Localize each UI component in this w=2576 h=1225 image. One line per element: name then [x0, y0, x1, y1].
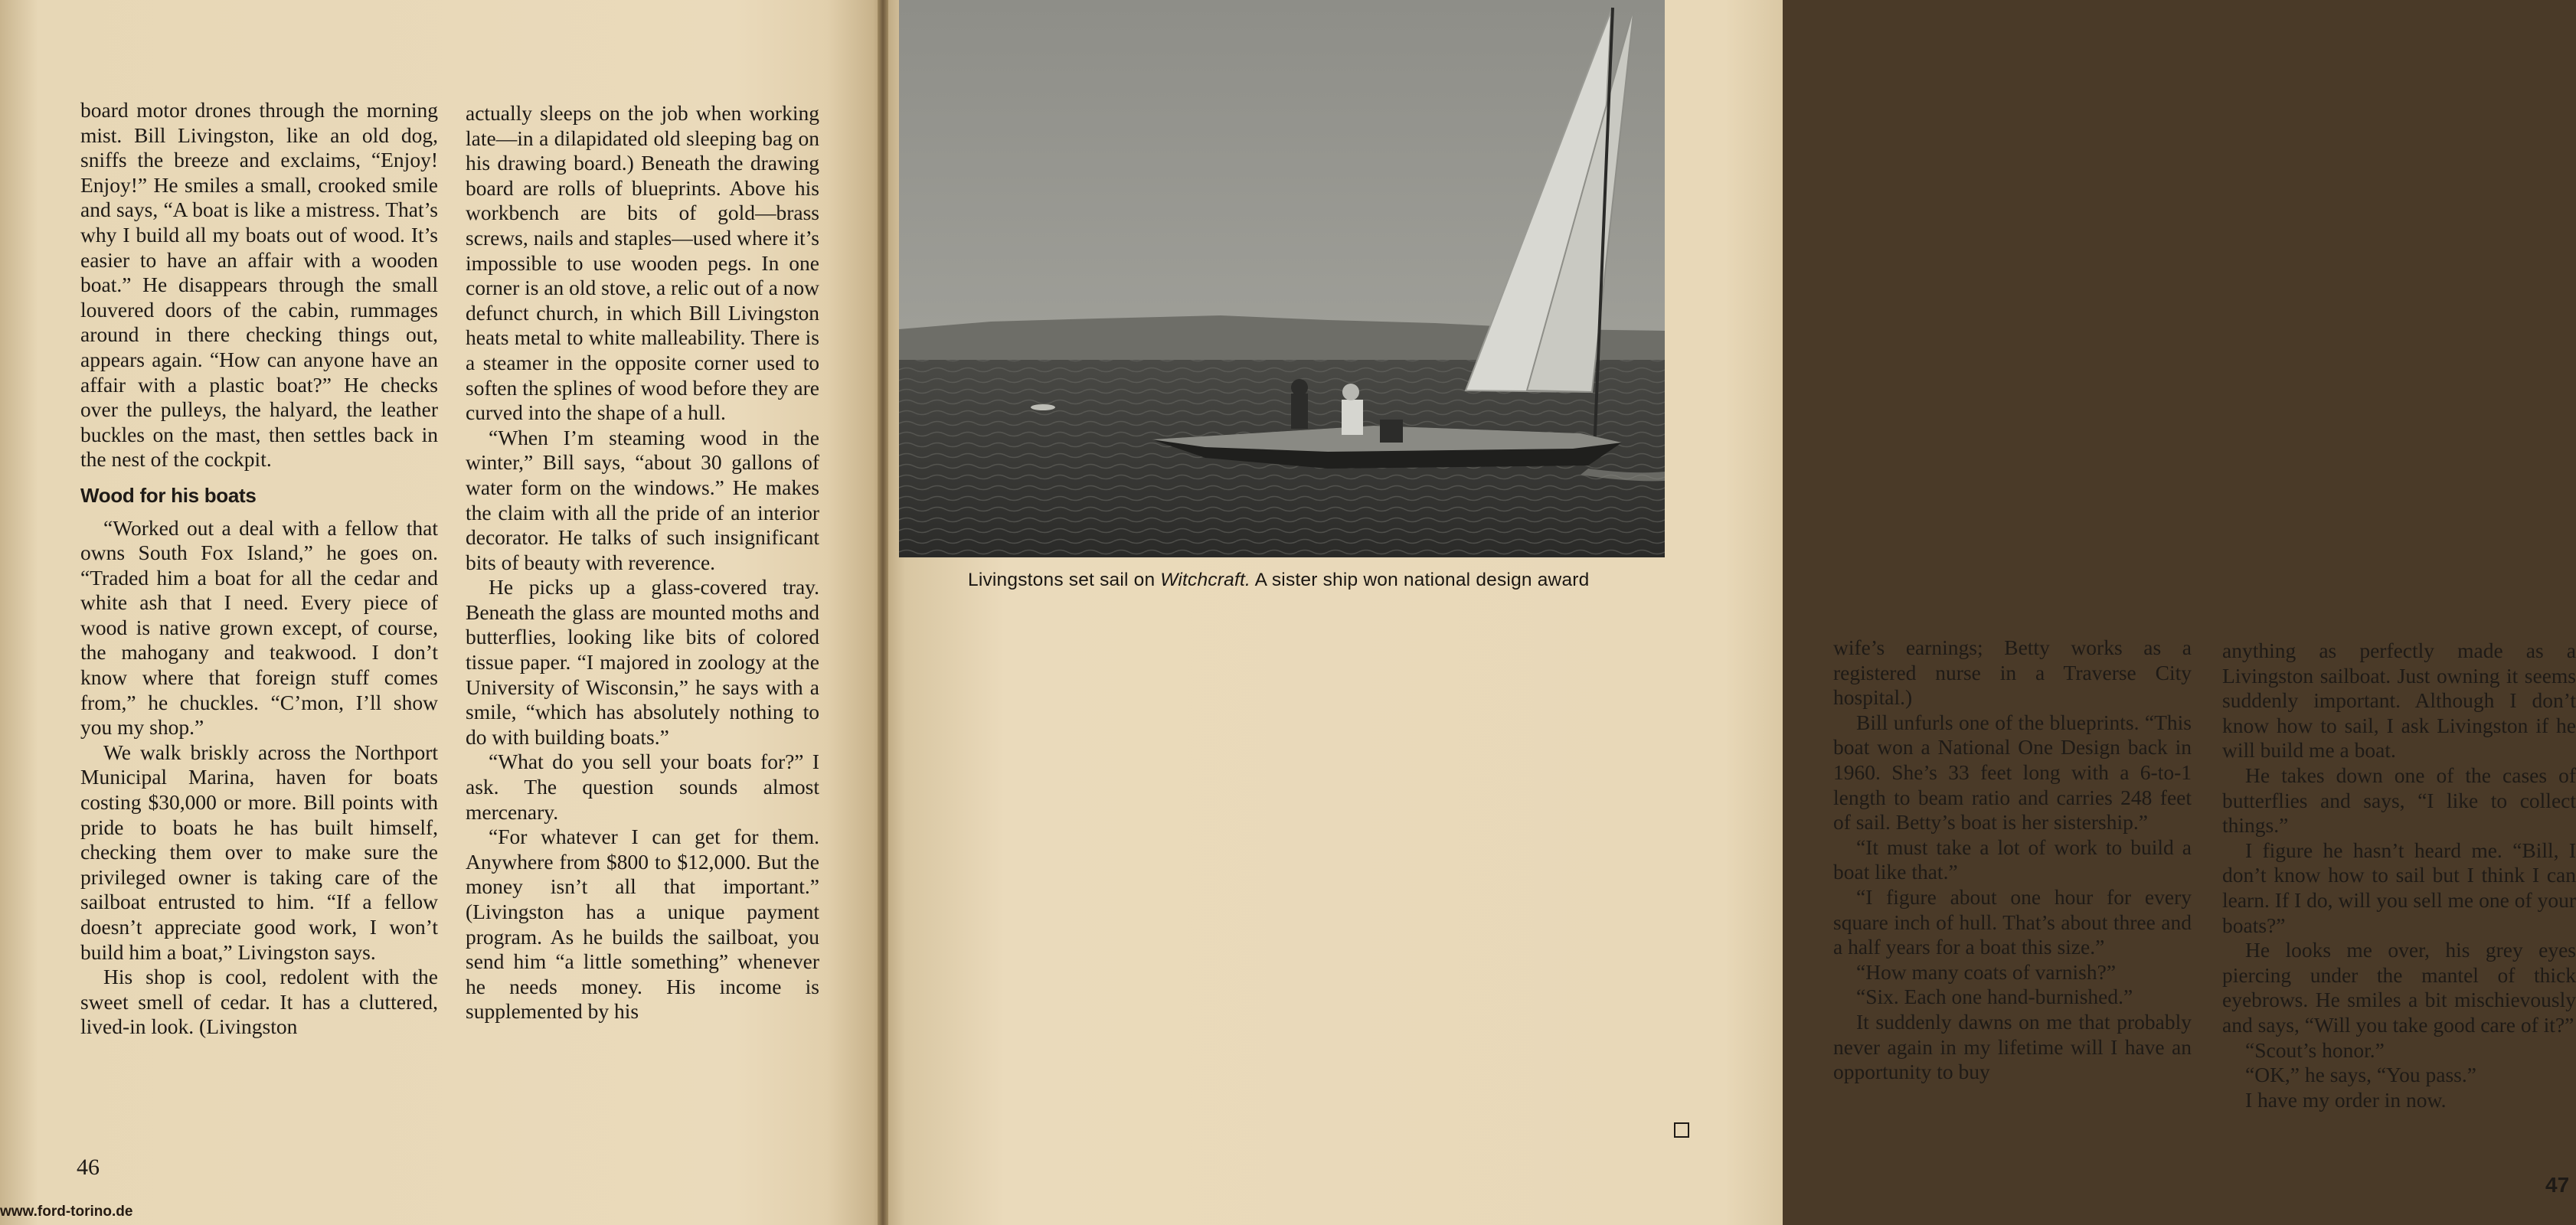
- section-heading: Wood for his boats: [80, 483, 257, 507]
- paragraph: “I figure about one hour for every square inch of hull. That’s about three and a half years for a boat this size.”: [1833, 884, 2192, 959]
- paragraph: board motor drones through the morning mist. Bill Livingston, like an old dog, sniffs the breeze and exclaims, “Enjoy! Enjoy!” He smiles a small, crooked smile and says, “A boat is like a mistress. That’s why I build all my boats out of wood. It’s easier to have an affair with a wooden boat.” He disappears through the small louvered doors of the cabin, rummages around in there checking things out, appears again. “How can anyone have an affair with a plastic boat?” He checks over the pulleys, the halyard, the leather buckles on the mast, then settles back in the nest of the cockpit.: [80, 98, 438, 472]
- paragraph: I have my order in now.: [2245, 1087, 2447, 1112]
- caption-text: Livingstons set sail on: [968, 570, 1161, 590]
- text-column-2: [466, 101, 819, 1024]
- paragraph: He takes down one of the cases of butterflies and says, “I like to collect things.”: [2222, 763, 2576, 838]
- text-column-4: [2222, 639, 2576, 1112]
- paragraph: actually sleeps on the job when working late—in a dilapidated old sleeping bag on his drawing board.) Beneath the drawing board are rolls of blueprints. Above his workbench are bits of gold—brass screws, nails and staples—used where it’s impossible to use wooden pegs. In one corner is an old stove, a relic out of a now defunct church, in which Bill Livingston heats metal to white malleability. There is a steamer in the opposite corner used to soften the splines of wood before they are curved into the shape of a hull.: [466, 101, 820, 425]
- paragraph: He picks up a glass-covered tray. Beneath the glass are mounted moths and butterflies, looking like bits of colored tissue paper. “I majored in zoology at the University of Wisconsin,” he says with a smile, “which has absolutely nothing to do with building boats.”: [466, 575, 819, 749]
- paragraph: “Scout’s honor.”: [2245, 1037, 2385, 1062]
- end-of-article-square-icon: [1674, 1122, 1689, 1138]
- sailboat-photo: [899, 0, 1665, 557]
- photo-caption: [968, 570, 1703, 591]
- caption-boat-name: Witchcraft.: [1160, 570, 1250, 590]
- paragraph: He looks me over, his grey eyes piercing under the mantel of thick eyebrows. He smiles a bit mischievously and says, “Will you take good care of it?”: [2222, 938, 2576, 1037]
- paragraph: It suddenly dawns on me that probably never again in my lifetime will I have an opportunity to buy: [1833, 1009, 2192, 1084]
- text-column-3: [1833, 635, 2192, 1085]
- page-number-left: 46: [77, 1155, 100, 1180]
- paragraph: Bill unfurls one of the blueprints. “This boat won a National One Design back in 1960. She’s 33 feet long with a 6-to-1 length to beam ratio and carries 248 feet of sail. Betty’s boat is her sistership.”: [1833, 710, 2192, 835]
- paragraph: His shop is cool, redolent with the sweet smell of cedar. It has a cluttered, lived-in look. (Livingston: [80, 965, 438, 1039]
- paragraph: “It must take a lot of work to build a boat like that.”: [1833, 835, 2192, 884]
- paragraph: I figure he hasn’t heard me. “Bill, I don’t know how to sail but I think I can learn. If I do, will you sell me one of your boats?”: [2222, 838, 2576, 937]
- paragraph: We walk briskly across the Northport Municipal Marina, haven for boats costing $30,000 or more. Bill points with pride to boats he has built himself, checking them over to make sure the privileged owner is taking care of the sailboat entrusted to him. “If a fellow doesn’t appreciate good work, I won’t build him a boat,” Livingston says.: [80, 740, 438, 964]
- page-number-right: 47: [2545, 1173, 2570, 1197]
- book-gutter: [878, 0, 888, 1225]
- paragraph: “Six. Each one hand-burnished.”: [1856, 985, 2133, 1009]
- caption-text-end: A sister ship won national design award: [1250, 570, 1590, 590]
- text-column-1: [80, 98, 438, 1040]
- paragraph: anything as perfectly made as a Livingston sailboat. Just owning it seems suddenly important. Although I don’t know how to sail, I ask Livingston if he will build me a boat.: [2222, 639, 2576, 763]
- paragraph: “Worked out a deal with a fellow that owns South Fox Island,” he goes on. “Traded him a boat for all the cedar and white ash that I need. Every piece of wood is native grown except, of course, the mahogany and teakwood. I don’t know where that foreign stuff comes from,” he chuckles. “C’mon, I’ll show you my shop.”: [80, 515, 438, 740]
- left-page: [0, 0, 882, 1225]
- paragraph: “OK,” he says, “You pass.”: [2245, 1063, 2476, 1087]
- paragraph: “How many coats of varnish?”: [1856, 959, 2117, 984]
- watermark-url: www.ford-torino.de: [0, 1204, 133, 1220]
- paragraph: “For whatever I can get for them. Anywhere from $800 to $12,000. But the money isn’t all that important.” (Livingston has a unique payment program. As he builds the sailboat, you send him “a little something” whenever he needs money. His income is supplemented by his: [466, 825, 819, 1024]
- paragraph: “When I’m steaming wood in the winter,” Bill says, “about 30 gallons of water form on the windows.” He makes the claim with all the pride of an interior decorator. He talks of such insignificant bits of beauty with reverence.: [466, 425, 819, 574]
- paragraph: “What do you sell your boats for?” I ask. The question sounds almost mercenary.: [466, 750, 819, 824]
- paragraph: wife’s earnings; Betty works as a registered nurse in a Traverse City hospital.): [1833, 635, 2192, 710]
